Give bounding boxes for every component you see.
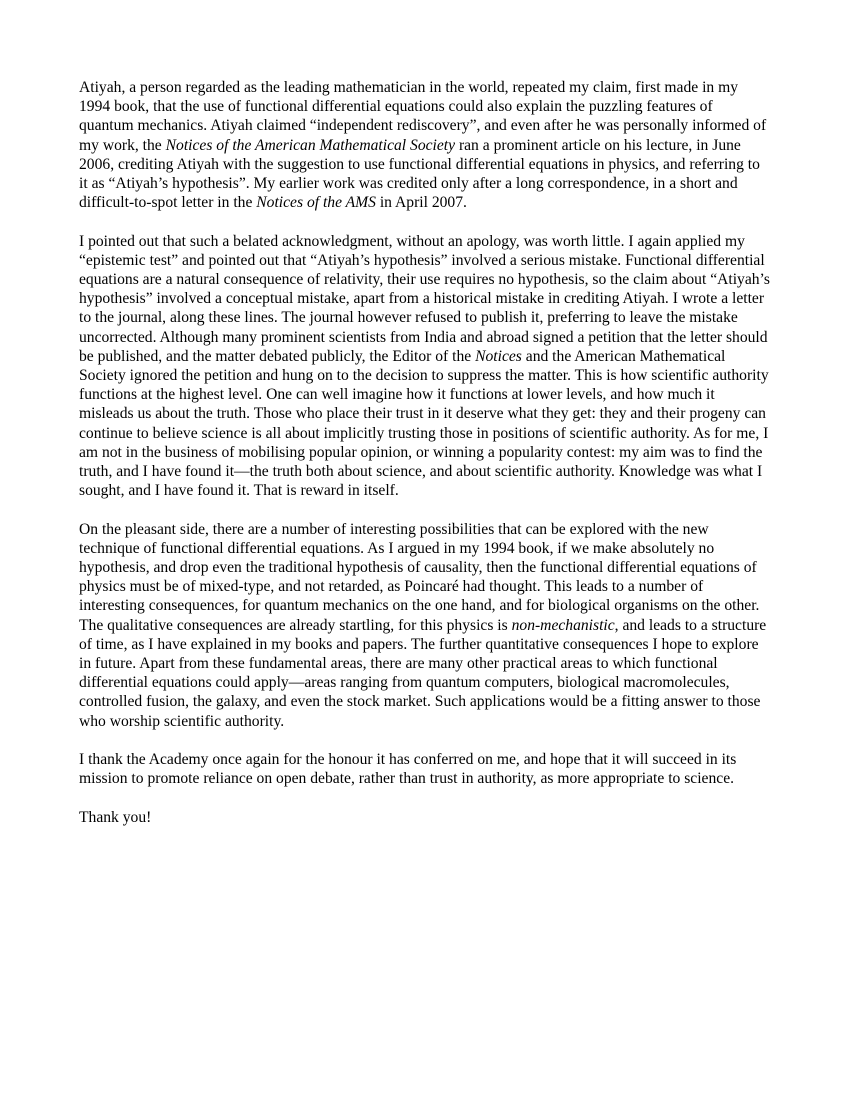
paragraph-text: I thank the Academy once again for the honour it has conferred on me, and hope that it will succeed in its mission to promote reliance on open debate, rather than trust in authority, as more appropriate to science.	[79, 751, 737, 788]
paragraph-text: and the American Mathematical Society ignored the petition and hung on to the decision to suppress the matter. This is how scientific authority functions at the highest level. One can well imagine how it functions at lower levels, and how much it misleads us about the truth. Those who place their trust in it deserve what they get: they and their progeny can continue to believe science is all about implicitly trusting those in positions of scientific authority. As for me, I am not in the business of mobilising popular opinion, or winning a popularity contest: my aim was to find the truth, and I have found it—the truth both about science, and about scientific authority. Knowledge was what I sought, and I have found it. That is reward in itself.	[79, 347, 769, 500]
paragraph-thanks-academy	[79, 750, 771, 788]
paragraph-closing	[79, 808, 771, 827]
journal-title-italic: Notices	[475, 347, 522, 365]
paragraph-atiyah-claim	[79, 78, 771, 212]
paragraph-text: Atiyah, a person regarded as the leading mathematician in the world, repeated my claim, first made in my 1994 book, that the use of functional differential equations could also explain the puzzling features of quantum mechanics. Atiyah claimed “independent rediscovery”, and even after he was personally informed of my work, the	[79, 79, 767, 154]
paragraph-epistemic-test	[79, 232, 771, 501]
paragraph-possibilities	[79, 520, 771, 731]
paragraph-text: , and leads to a structure of time, as I have explained in my books and papers. The further quantitative consequences I hope to explore in future. Apart from these fundamental areas, there are many other practical areas to which functional differential equations could apply—areas ranging from quantum computers, biological macromolecules, controlled fusion, the galaxy, and even the stock market. Such applications would be a fitting answer to those who worship scientific authority.	[79, 616, 767, 730]
document-page	[79, 78, 771, 846]
paragraph-text: ran a prominent article on his lecture, in June 2006, crediting Atiyah with the suggestion to use functional differential equations in physics, and referring to it as “Atiyah’s hypothesis”. My earlier work was credited only after a long correspondence, in a short and difficult-to-spot letter in the	[79, 136, 760, 212]
paragraph-text: On the pleasant side, there are a number of interesting possibilities that can be explored with the new technique of functional differential equations. As I argued in my 1994 book, if we make absolutely no hypothesis, and drop even the traditional hypothesis of causality, then the functional differential equations of physics must be of mixed-type, and not retarded, as Poincaré had thought. This leads to a number of interesting consequences, for quantum mechanics on the one hand, and for biological organisms on the other. The qualitative consequences are already startling, for this physics is	[79, 520, 760, 634]
paragraph-text: in April 2007.	[375, 194, 467, 212]
journal-title-italic: Notices of the AMS	[256, 194, 376, 212]
emphasis-italic: non-mechanistic	[511, 616, 615, 634]
closing-text: Thank you!	[79, 808, 152, 826]
journal-title-italic: Notices of the American Mathematical Society	[165, 136, 456, 154]
paragraph-text: I pointed out that such a belated acknowledgment, without an apology, was worth little. I again applied my “epistemic test” and pointed out that “Atiyah’s hypothesis” involved a serious mistake. Functional differential equations are a natural consequence of relativity, their use requires no hypothesis, so the claim about “Atiyah’s hypothesis” involved a conceptual mistake, apart from a historical mistake in crediting Atiyah. I wrote a letter to the journal, along these lines. The journal however refused to publish it, preferring to leave the mistake uncorrected. Although many prominent scientists from India and abroad signed a petition that the letter should be published, and the matter debated publicly, the Editor of the	[79, 232, 770, 365]
